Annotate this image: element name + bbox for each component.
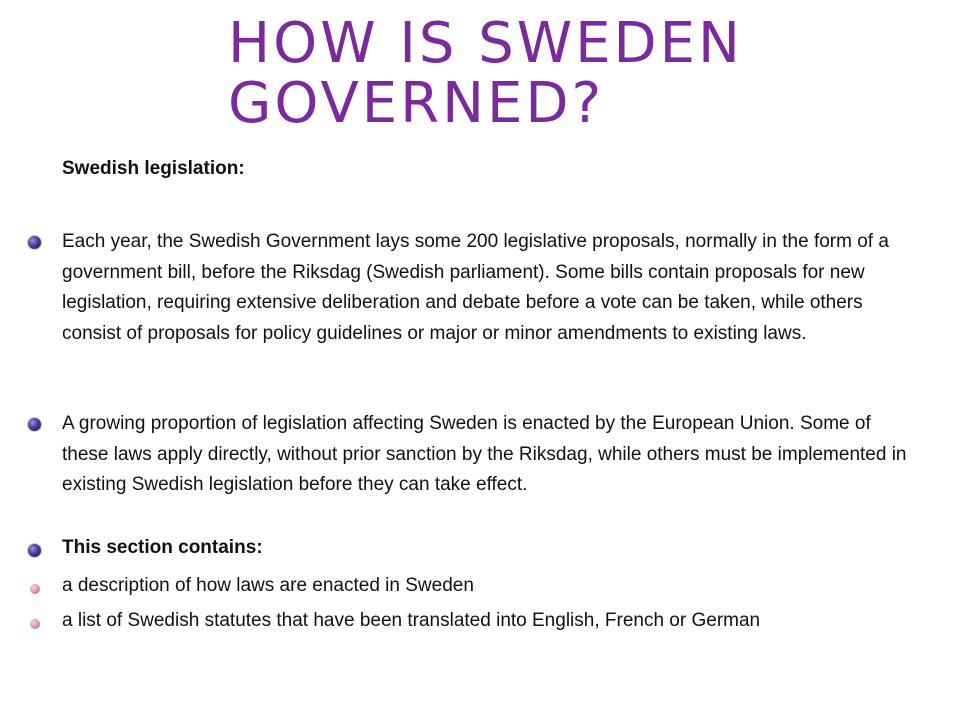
list-item-laws-enacted: a description of how laws are enacted in Sweden [62,575,474,596]
sphere-bullet-icon [28,236,41,249]
pink-sphere-bullet-icon [30,584,40,594]
pink-sphere-bullet-icon [30,619,40,629]
slide-title: HOW IS SWEDEN GOVERNED? [228,11,743,136]
list-item-translated-statutes: a list of Swedish statutes that have been translated into English, French or German [62,610,761,631]
paragraph-eu-legislation: A growing proportion of legislation affecting Sweden is enacted by the European Union. Some of these laws apply directly, without prior sanction by the Riksdag, while others must be implemented in existing Swedish legislation before they can take effect. [62,413,907,495]
sphere-bullet-icon [28,418,41,431]
paragraph-government-bills: Each year, the Swedish Government lays some 200 legislative proposals, normally in the form of a government bill, before the Riksdag (Swedish parliament). Some bills contain proposals for new legislation, requiring extensive deliberation and debate before a vote can be taken, while others consist of proposals for policy guidelines or major or minor amendments to existing laws. [62,231,889,344]
contents-heading: This section contains: [62,537,263,558]
sphere-bullet-icon [28,544,41,557]
section-label: Swedish legislation: [62,158,245,179]
